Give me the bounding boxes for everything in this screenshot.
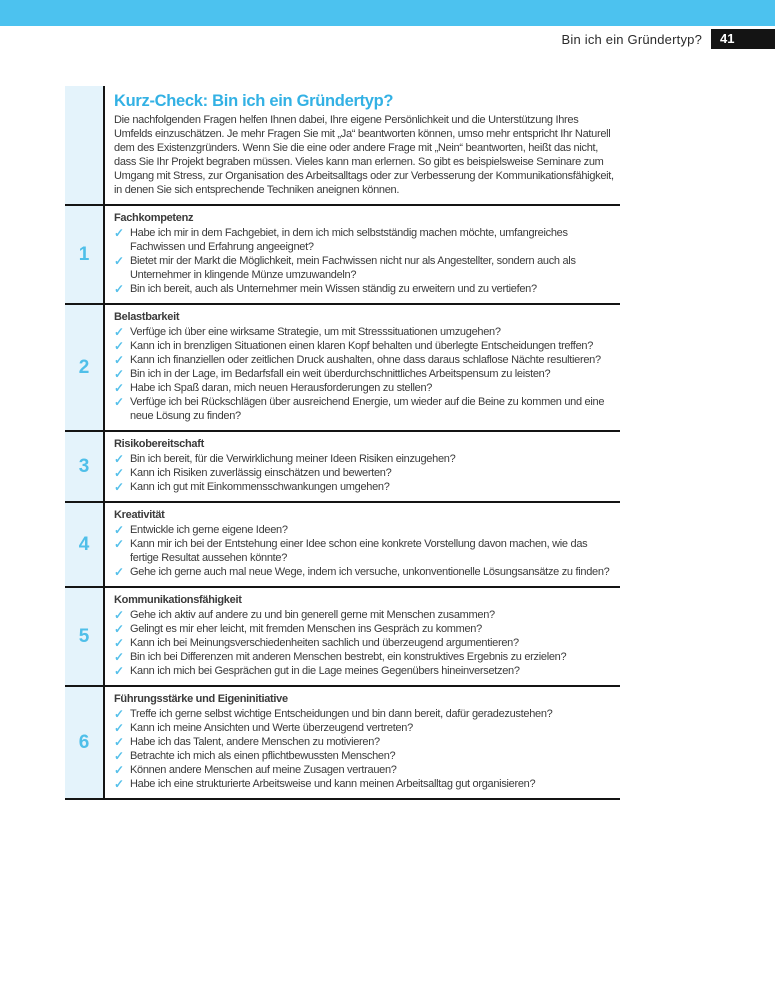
item-text: Verfüge ich bei Rückschlägen über ausreichend Energie, um wieder auf die Beine zu kommen und eine neue Lösung zu finden? — [130, 396, 605, 422]
section-number-cell — [65, 206, 103, 303]
section-content — [103, 687, 620, 798]
section-number: 1 — [78, 243, 90, 265]
item-text: Habe ich Spaß daran, mich neuen Herausforderungen zu stellen? — [130, 382, 433, 394]
check-icon: ✓ — [114, 395, 125, 409]
section-number: 2 — [78, 356, 90, 378]
checklist-item — [114, 367, 617, 381]
section-content — [103, 432, 620, 501]
checklist-item — [114, 395, 617, 423]
checklist-item — [114, 254, 617, 282]
section-content — [103, 588, 620, 685]
section-heading: Kommunikationsfähigkeit — [114, 594, 242, 606]
section-row — [65, 432, 620, 503]
checklist-item — [114, 226, 617, 254]
check-icon: ✓ — [114, 749, 125, 763]
section-number-cell — [65, 432, 103, 501]
intro-content — [103, 86, 620, 204]
section-number: 3 — [78, 455, 90, 477]
check-icon: ✓ — [114, 325, 125, 339]
check-icon: ✓ — [114, 282, 125, 296]
checklist-item — [114, 353, 617, 367]
section-row — [65, 305, 620, 432]
checklist-title: Kurz-Check: Bin ich ein Gründertyp? — [114, 92, 394, 110]
checklist-item — [114, 608, 617, 622]
section-row — [65, 206, 620, 305]
checklist-item — [114, 707, 617, 721]
check-icon: ✓ — [114, 763, 125, 777]
check-icon: ✓ — [114, 636, 125, 650]
check-icon: ✓ — [114, 664, 125, 678]
item-text: Entwickle ich gerne eigene Ideen? — [130, 524, 288, 536]
checklist-item — [114, 282, 617, 296]
check-icon: ✓ — [114, 537, 125, 551]
item-text: Kann ich mich bei Gesprächen gut in die Lage meines Gegenübers hineinversetzen? — [130, 665, 520, 677]
section-content — [103, 503, 620, 586]
item-text: Habe ich das Talent, andere Menschen zu motivieren? — [130, 736, 380, 748]
item-text: Kann ich finanziellen oder zeitlichen Druck aushalten, ohne dass daraus schlaflose Nächte resultieren? — [130, 354, 601, 366]
item-text: Habe ich eine strukturierte Arbeitsweise und kann meinen Arbeitsalltag gut organisieren? — [130, 778, 536, 790]
check-icon: ✓ — [114, 777, 125, 791]
section-content — [103, 206, 620, 303]
item-text: Bin ich bereit, auch als Unternehmer mein Wissen ständig zu erweitern und zu vertiefen? — [130, 283, 537, 295]
checklist-item — [114, 480, 617, 494]
item-text: Verfüge ich über eine wirksame Strategie, um mit Stresssituationen umzugehen? — [130, 326, 501, 338]
section-heading: Risikobereitschaft — [114, 438, 204, 450]
check-icon: ✓ — [114, 367, 125, 381]
check-icon: ✓ — [114, 650, 125, 664]
section-items — [114, 325, 617, 423]
item-text: Kann ich in brenzligen Situationen einen klaren Kopf behalten und überlegte Entscheidungen treffen? — [130, 340, 594, 352]
item-text: Kann ich bei Meinungsverschiedenheiten sachlich und überzeugend argumentieren? — [130, 637, 519, 649]
item-text: Gelingt es mir eher leicht, mit fremden Menschen ins Gespräch zu kommen? — [130, 623, 482, 635]
check-icon: ✓ — [114, 254, 125, 268]
section-row — [65, 687, 620, 800]
check-icon: ✓ — [114, 735, 125, 749]
intro-row — [65, 86, 620, 206]
section-number-cell — [65, 503, 103, 586]
section-row — [65, 588, 620, 687]
section-items — [114, 707, 617, 791]
section-number-cell — [65, 588, 103, 685]
checklist-item — [114, 622, 617, 636]
checklist-item — [114, 636, 617, 650]
checklist-item — [114, 523, 617, 537]
checklist-item — [114, 735, 617, 749]
checklist-item — [114, 664, 617, 678]
check-icon: ✓ — [114, 466, 125, 480]
section-heading: Belastbarkeit — [114, 311, 180, 323]
item-text: Gehe ich aktiv auf andere zu und bin generell gerne mit Menschen zusammen? — [130, 609, 495, 621]
section-row — [65, 503, 620, 588]
checklist-item — [114, 452, 617, 466]
item-text: Habe ich mir in dem Fachgebiet, in dem ich mich selbstständig machen möchte, umfangreiches Fachwissen und Erfahrung angeeignet? — [130, 227, 568, 253]
check-icon: ✓ — [114, 480, 125, 494]
checklist-item — [114, 537, 617, 565]
top-accent-bar — [0, 0, 775, 26]
section-number: 6 — [78, 731, 90, 753]
checklist-item — [114, 381, 617, 395]
check-icon: ✓ — [114, 565, 125, 579]
item-text: Kann ich meine Ansichten und Werte überzeugend vertreten? — [130, 722, 413, 734]
item-text: Betrachte ich mich als einen pflichtbewussten Menschen? — [130, 750, 396, 762]
section-items — [114, 608, 617, 678]
item-text: Treffe ich gerne selbst wichtige Entscheidungen und bin dann bereit, dafür geradezustehen? — [130, 708, 553, 720]
check-icon: ✓ — [114, 622, 125, 636]
check-icon: ✓ — [114, 353, 125, 367]
item-text: Bietet mir der Markt die Möglichkeit, mein Fachwissen nicht nur als Angestellter, sondern auch als Unternehmer in klingende Münze umzuwandeln? — [130, 255, 576, 281]
section-items — [114, 523, 617, 579]
item-text: Kann mir ich bei der Entstehung einer Idee schon eine konkrete Vorstellung davon machen, wie das fertige Resultat aussehen könnte? — [130, 538, 588, 564]
checklist-item — [114, 763, 617, 777]
checklist-item — [114, 749, 617, 763]
page-number-badge: 41 — [711, 29, 775, 49]
checklist-item — [114, 777, 617, 791]
section-items — [114, 226, 617, 296]
check-icon: ✓ — [114, 226, 125, 240]
section-number: 5 — [78, 625, 90, 647]
checklist-item — [114, 650, 617, 664]
checklist-item — [114, 325, 617, 339]
page-header — [0, 29, 775, 49]
check-icon: ✓ — [114, 452, 125, 466]
item-text: Bin ich bereit, für die Verwirklichung meiner Ideen Risiken einzugehen? — [130, 453, 456, 465]
section-content — [103, 305, 620, 430]
section-number: 4 — [78, 533, 90, 555]
item-text: Kann ich Risiken zuverlässig einschätzen und bewerten? — [130, 467, 392, 479]
checklist-table — [65, 86, 620, 800]
check-icon: ✓ — [114, 707, 125, 721]
item-text: Bin ich in der Lage, im Bedarfsfall ein weit überdurchschnittliches Arbeitspensum zu leisten? — [130, 368, 551, 380]
check-icon: ✓ — [114, 721, 125, 735]
section-heading: Führungsstärke und Eigeninitiative — [114, 693, 288, 705]
intro-paragraph: Die nachfolgenden Fragen helfen Ihnen dabei, Ihre eigene Persönlichkeit und die Unterstützung Ihres Umfelds einzuschätzen. Je mehr Fragen Sie mit „Ja“ beantworten können, umso mehr entspricht Ihr Naturell dem des Existenzgründers. Wenn Sie die eine oder andere Frage mit „Nein“ beantworten, heißt das nicht, dass Sie Ihr Projekt begraben müssen. Vieles kann man erlernen. So gibt es beispielsweise Seminare zum Umgang mit Stress, zur Organisation des Arbeitsalltags oder zur Verbesserung der Kommunikationsfähigkeit, in denen Sie sich entsprechende Techniken aneignen können. — [114, 114, 614, 196]
section-items — [114, 452, 617, 494]
item-text: Bin ich bei Differenzen mit anderen Menschen bestrebt, ein konstruktives Ergebnis zu erzielen? — [130, 651, 567, 663]
checklist-item — [114, 466, 617, 480]
check-icon: ✓ — [114, 523, 125, 537]
section-number-cell — [65, 305, 103, 430]
section-heading: Kreativität — [114, 509, 165, 521]
check-icon: ✓ — [114, 381, 125, 395]
check-icon: ✓ — [114, 339, 125, 353]
checklist-item — [114, 565, 617, 579]
section-number-cell — [65, 687, 103, 798]
checklist-item — [114, 339, 617, 353]
item-text: Können andere Menschen auf meine Zusagen vertrauen? — [130, 764, 397, 776]
item-text: Gehe ich gerne auch mal neue Wege, indem ich versuche, unkonventionelle Lösungsansätze zu finden? — [130, 566, 610, 578]
section-heading: Fachkompetenz — [114, 212, 194, 224]
intro-number-cell — [65, 86, 103, 204]
item-text: Kann ich gut mit Einkommensschwankungen umgehen? — [130, 481, 390, 493]
running-header-title: Bin ich ein Gründertyp? — [561, 31, 702, 47]
checklist-item — [114, 721, 617, 735]
check-icon: ✓ — [114, 608, 125, 622]
